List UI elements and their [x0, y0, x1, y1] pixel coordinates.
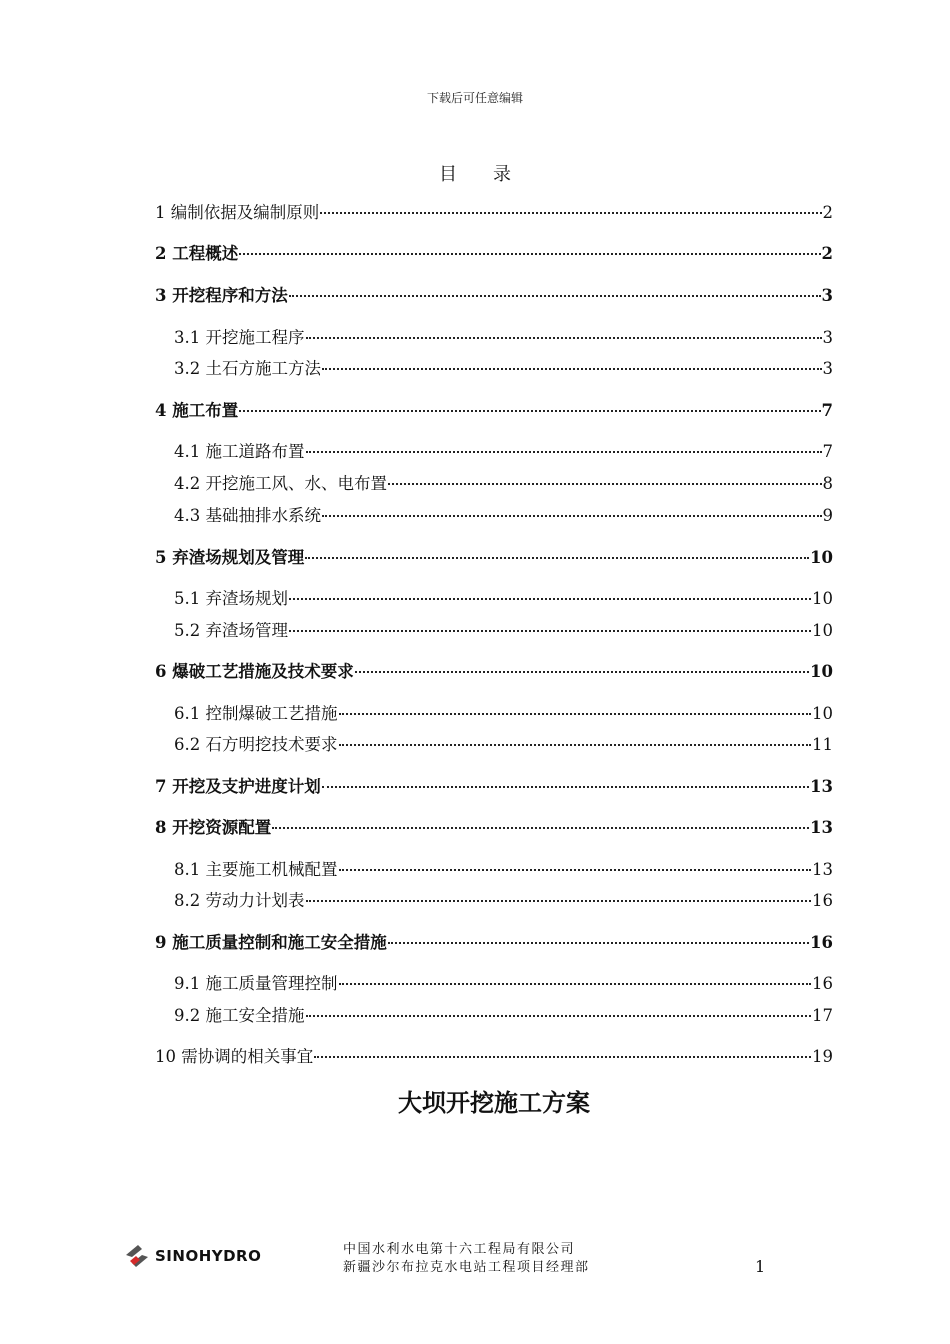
logo-text: SINOHYDRO	[155, 1247, 262, 1265]
toc-entry[interactable]	[155, 816, 833, 840]
toc-entry-page: 9	[822, 506, 833, 525]
toc-entry-label: 7 开挖及支护进度计划	[155, 777, 321, 796]
toc-entry-label: 3.1 开挖施工程序	[174, 328, 305, 347]
toc-entry-label: 4.1 施工道路布置	[174, 442, 305, 461]
toc-entry-label: 6.1 控制爆破工艺措施	[174, 704, 338, 723]
toc-entry[interactable]	[155, 775, 833, 799]
toc-entry[interactable]	[174, 972, 833, 996]
footer-company	[343, 1241, 590, 1277]
toc-leader-dots	[339, 983, 812, 985]
toc-entry[interactable]	[174, 733, 833, 757]
toc-leader-dots	[314, 1056, 811, 1058]
toc-entry[interactable]	[174, 472, 833, 496]
toc-entry[interactable]	[155, 1045, 833, 1069]
toc-entry[interactable]	[155, 399, 833, 423]
toc-entry-page: 10	[810, 548, 833, 567]
toc-entry-label: 5 弃渣场规划及管理	[155, 548, 305, 567]
toc-entry-label: 1 编制依据及编制原则	[155, 203, 320, 222]
toc-entry-page: 2	[822, 203, 833, 222]
toc-leader-dots	[355, 671, 809, 673]
toc-entry[interactable]	[155, 931, 833, 955]
toc-entry-label: 4.3 基础抽排水系统	[174, 506, 321, 525]
toc-title: 目录	[439, 164, 547, 185]
toc-leader-dots	[239, 410, 820, 412]
toc-leader-dots	[306, 451, 822, 453]
toc-entry-page: 16	[812, 891, 833, 910]
toc-entry-label: 4.2 开挖施工风、水、电布置	[174, 474, 387, 493]
toc-entry[interactable]	[155, 242, 833, 266]
toc-entry-page: 10	[812, 621, 833, 640]
toc-entry-page: 10	[810, 662, 833, 681]
toc-entry-page: 3	[822, 328, 833, 347]
toc-leader-dots	[305, 557, 809, 559]
toc-entry-label: 2 工程概述	[155, 244, 239, 263]
toc-leader-dots	[339, 869, 812, 871]
toc-entry[interactable]	[174, 702, 833, 726]
toc-entry-page: 3	[822, 359, 833, 378]
toc-entry-page: 7	[821, 401, 833, 420]
toc-entry-label: 8 开挖资源配置	[155, 818, 272, 837]
toc-leader-dots	[306, 1015, 812, 1017]
toc-entry-label: 8.1 主要施工机械配置	[174, 860, 338, 879]
toc-entry-label: 3.2 土石方施工方法	[174, 359, 321, 378]
toc-entry[interactable]	[174, 587, 833, 611]
header-note: 下载后可任意编辑	[426, 91, 523, 105]
toc-leader-dots	[289, 598, 811, 600]
page-number: 1	[755, 1257, 766, 1276]
toc-entry-label: 5.1 弃渣场规划	[174, 589, 288, 608]
toc-entry-page: 7	[822, 442, 833, 461]
toc-entry[interactable]	[174, 326, 833, 350]
toc-leader-dots	[272, 827, 809, 829]
sinohydro-logo-icon	[122, 1241, 152, 1271]
toc-entry-label: 6.2 石方明挖技术要求	[174, 735, 338, 754]
toc-entry[interactable]	[174, 357, 833, 381]
toc-entry-label: 5.2 弃渣场管理	[174, 621, 288, 640]
toc-entry[interactable]	[174, 440, 833, 464]
toc-entry[interactable]	[155, 284, 833, 308]
toc-leader-dots	[306, 900, 812, 902]
footer-logo	[122, 1241, 261, 1271]
toc-entry[interactable]	[174, 504, 833, 528]
toc-leader-dots	[388, 483, 822, 485]
toc-entry-label: 9.2 施工安全措施	[174, 1006, 305, 1025]
document-title: 大坝开挖施工方案	[398, 1088, 590, 1117]
project-department: 新疆沙尔布拉克水电站工程项目经理部	[343, 1260, 590, 1275]
toc-leader-dots	[320, 212, 821, 214]
toc-entry[interactable]	[174, 858, 833, 882]
toc-entry[interactable]	[155, 660, 833, 684]
toc-entry-label: 8.2 劳动力计划表	[174, 891, 305, 910]
toc-entry[interactable]	[155, 201, 833, 225]
toc-entry-page: 3	[821, 286, 833, 305]
toc-entry-label: 10 需协调的相关事宜	[155, 1047, 314, 1066]
toc-leader-dots	[239, 253, 820, 255]
toc-leader-dots	[339, 744, 812, 746]
toc-leader-dots	[289, 630, 811, 632]
toc-entry-page: 13	[810, 777, 833, 796]
toc-entry-page: 19	[812, 1047, 833, 1066]
toc-entry-page: 16	[812, 974, 833, 993]
toc-leader-dots	[322, 515, 822, 517]
company-name: 中国水利水电第十六工程局有限公司	[343, 1242, 576, 1257]
toc-entry-page: 16	[810, 933, 833, 952]
toc-entry-page: 8	[822, 474, 833, 493]
toc-entry[interactable]	[174, 619, 833, 643]
toc-entry-label: 6 爆破工艺措施及技术要求	[155, 662, 354, 681]
toc-leader-dots	[339, 713, 812, 715]
toc-leader-dots	[388, 942, 809, 944]
toc-leader-dots	[322, 368, 822, 370]
toc-entry-label: 4 施工布置	[155, 401, 239, 420]
toc-entry-page: 13	[810, 818, 833, 837]
toc-entry-page: 2	[821, 244, 833, 263]
toc-entry-label: 3 开挖程序和方法	[155, 286, 288, 305]
toc-leader-dots	[289, 295, 821, 297]
toc-entry-page: 10	[812, 704, 833, 723]
toc-entry[interactable]	[155, 546, 833, 570]
toc-entry-page: 13	[812, 860, 833, 879]
toc-entry-label: 9 施工质量控制和施工安全措施	[155, 933, 387, 952]
toc-entry[interactable]	[174, 889, 833, 913]
toc-leader-dots	[306, 337, 822, 339]
toc-leader-dots	[322, 786, 809, 788]
toc-entry[interactable]	[174, 1004, 833, 1028]
toc-entry-page: 10	[812, 589, 833, 608]
toc-entry-page: 17	[812, 1006, 833, 1025]
toc-entry-page: 11	[812, 735, 833, 754]
toc-entry-label: 9.1 施工质量管理控制	[174, 974, 338, 993]
